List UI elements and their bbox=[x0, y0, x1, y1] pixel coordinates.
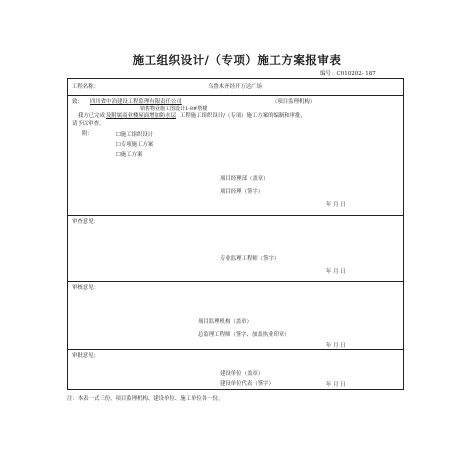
form-number: 编号：C010202- 187 bbox=[320, 71, 376, 77]
body-line2: 请予以审查。 bbox=[72, 121, 105, 127]
project-name: 乌鲁木齐经开万达广场 bbox=[208, 84, 262, 90]
submission-section bbox=[68, 95, 403, 215]
body-line1-prefix: 我方已完成 bbox=[78, 113, 105, 119]
audit-label: 审核意见： bbox=[72, 285, 99, 291]
chief-engineer-sign: 总监理工程师（签字、加盖执业印章） bbox=[198, 332, 290, 338]
attach-label: 附： bbox=[82, 131, 93, 137]
project-label: 工程名称： bbox=[72, 84, 99, 90]
option-construction-plan: ☐施工方案 bbox=[116, 152, 143, 158]
submission-date: 年 月 日 bbox=[326, 202, 346, 208]
owner-rep-sign: 建设单位代表（签字） bbox=[220, 381, 274, 387]
body-line1-suffix: 工程施工组织设计/（专项）施工方案的编制和审批， bbox=[180, 113, 306, 119]
supervisor-org-suffix: （项目监理机构） bbox=[272, 99, 316, 105]
form-title: 施工组织设计/（专项）施工方案报审表 bbox=[132, 53, 342, 67]
supervisor-org: 四川省中冶建设工程监理有限责任公司 bbox=[90, 99, 182, 105]
approval-label: 审批意见： bbox=[72, 353, 99, 359]
owner-stamp: 建设单位（盖章） bbox=[220, 371, 264, 377]
approval-section bbox=[68, 349, 403, 391]
footer-note: 注：本表一式三份，项目监理机构、建设单位、施工单位各一份。 bbox=[67, 396, 224, 402]
body-line1-underlined: 及附属商业楼屋面增加防水层 bbox=[106, 113, 177, 119]
to-prefix: 致： bbox=[72, 99, 83, 105]
approval-date: 年 月 日 bbox=[326, 382, 346, 388]
project-dept-stamp: 项目经理部（盖章） bbox=[220, 176, 269, 182]
option-construction-design: ☐施工组织设计 bbox=[116, 132, 154, 138]
form-table bbox=[67, 78, 404, 390]
specialist-engineer-sign: 专业监理工程师（签字） bbox=[220, 256, 280, 262]
review-section bbox=[68, 215, 403, 281]
review-label: 审查意见： bbox=[72, 219, 99, 225]
supervision-org-stamp: 项目监理机构（盖章） bbox=[198, 319, 252, 325]
audit-date: 年 月 日 bbox=[326, 343, 346, 349]
review-date: 年 月 日 bbox=[326, 269, 346, 275]
project-manager-sign: 项目经理（签字） bbox=[220, 189, 264, 195]
audit-section bbox=[68, 281, 403, 349]
option-special-plan: ☐专项施工方案 bbox=[116, 142, 154, 148]
project-scope-note: 销售物业施工图设计1-8#塔楼 bbox=[140, 106, 208, 112]
